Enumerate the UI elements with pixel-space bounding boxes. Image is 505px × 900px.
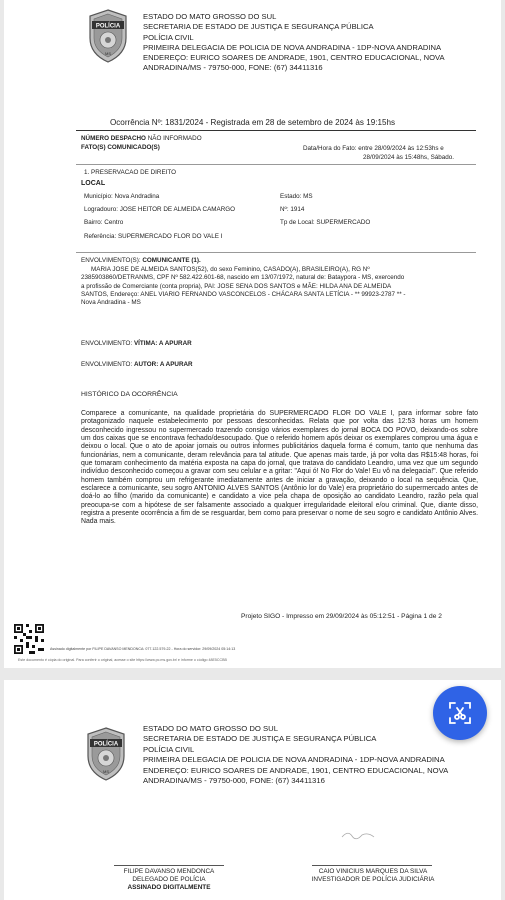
location-logradouro: Logradouro: JOSE HEITOR DE ALMEIDA CAMARGO xyxy=(84,206,236,213)
fact-date-line-2: 28/09/2024 às 15:48hs, Sábado. xyxy=(363,154,455,161)
crop-scissors-icon xyxy=(447,700,473,726)
location-municipio: Município: Nova Andradina xyxy=(84,193,160,200)
svg-text:POLÍCIA: POLÍCIA xyxy=(93,741,119,748)
location-tipo: Tp de Local: SUPERMERCADO xyxy=(280,219,371,226)
signer-role: DELEGADO DE POLÍCIA xyxy=(132,876,206,883)
header-secretariat: SECRETARIA DE ESTADO DE JUSTIÇA E SEGURANÇA PÚBLICA xyxy=(143,734,377,744)
comunicante-line: MARIA JOSE DE ALMEIDA SANTOS(52), do sexo Feminino, CASADO(A), BRASILEIRO(A), RG Nº xyxy=(91,266,370,273)
signer-note: ASSINADO DIGITALMENTE xyxy=(127,884,211,891)
header-state: ESTADO DO MATO GROSSO DO SUL xyxy=(143,12,277,21)
location-bairro: Bairro: Centro xyxy=(84,219,124,226)
header-address-1: ENDEREÇO: EURICO SOARES DE ANDRADE, 1901, CENTRO EDUCACIONAL, NOVA xyxy=(143,53,445,63)
comunicante-line: SANTOS, Endereço: ANEL VIARIO FERNANDO VASCONCELOS - CHÁCARA SANTA LETÍCIA - ** 99923-2787 ** - xyxy=(81,290,406,298)
header-address-2: ANDRADINA/MS - 79750-000, FONE: (67) 34411316 xyxy=(143,63,323,73)
print-footer: Projeto SIGO - Impresso em 29/09/2024 às 05:12:51 - Página 1 de 2 xyxy=(241,613,442,620)
comunicante-details xyxy=(81,266,473,307)
fact-date-line-1: Data/Hora do Fato: entre 28/09/2024 às 12:53hs e xyxy=(303,145,444,152)
header-address-1: ENDEREÇO: EURICO SOARES DE ANDRADE, 1901, CENTRO EDUCACIONAL, NOVA xyxy=(143,765,449,775)
facts-label: FATO(S) COMUNICADO(S) xyxy=(81,144,160,151)
signer-name: CAIO VINICIUS MARQUES DA SILVA xyxy=(318,868,428,875)
comunicante-line: a profissão de Comerciante (conta propria), PAI: JOSE SENA DOS SANTOS e MÃE: HILDA ANA DE ALMEIDA xyxy=(81,282,392,290)
fact-item: 1. PRESERVACAO DE DIREITO xyxy=(84,169,177,176)
divider xyxy=(76,164,476,165)
signature-right xyxy=(294,868,452,884)
history-text: Comparece a comunicante, na qualidade proprietária do SUPERMERCADO FLOR DO VALE I, para informar sobre fato protagonizado naquele estabelecimento por pessoas desconhecidas. Relata que por volta das 12:53 horas um homem desconhecido ingressou no supermercado trazendo consigo vários exemplares do jornal BOCA DO POVO, deixando-os sobre um dos caixas que se encontrava fechado/desocupado. Que o referido homem após deixar os exemplares comprou uma água e deixou o local. Que o ato de apoiar jornais ou outros informes publicitários daquela forma é comum, tanto que nenhuma das funcionárias, nem a comunicante, deram relevância para tal atitude. Que apenas mais tarde, já por volta das R$15:48 horas, foi que tomaram conhecimento da matéria exposta na capa do jornal, que tratava do candidato Leandro, uma vez que um segundo indivíduo desconhecido começou a gravar com seu celular e a gritar: "Aqui ó! No Flor do Vale! Eu vô na delegacia!". Que referido homem também comprou um refrigerante imediatamente antes de iniciar a gravação, deixando o local na sequência. Que, esclarece a comunicante, seu sogro ANTONIO ALVES SANTOS (Antônio lor do Vale) era proprietário do supermercado antes de doá-lo ao filho (marido da comunicante) e candidato a vice pela chapa de oposição ao candidato Leandro, razão pela qual preocupa-se com a hipótese de ser falsamente associado a qualquer irregularidade eleitoral e/ou criminal. Que, diante disso, registra a presente ocorrência a fim de se resguardar, bem como para preservar o nome de seu sogro e candidato Antônio Alves. Nada mais. xyxy=(81,410,478,526)
signature-scribble xyxy=(340,828,380,842)
location-numero: Nº: 1914 xyxy=(280,206,305,213)
header-state: ESTADO DO MATO GROSSO DO SUL xyxy=(143,724,278,733)
crop-scissors-button[interactable] xyxy=(433,686,487,740)
header-delegacy: PRIMEIRA DELEGACIA DE POLICIA DE NOVA ANDRADINA - 1DP-NOVA ANDRADINA xyxy=(143,42,442,52)
signer-name: FILIPE DAVANSO MENDONCA xyxy=(123,868,215,875)
svg-text:MS: MS xyxy=(103,769,109,774)
comunicante-line: 2385903860/DETRANMS, CPF Nº 582.422.601-68, nascido em 13/07/1972, natural de: Bataypora - MS, exercendo xyxy=(81,274,405,282)
header-address-2: ANDRADINA/MS - 79750-000, FONE: (67) 34411316 xyxy=(143,776,325,786)
police-badge-icon xyxy=(84,726,128,782)
document-copy-note: Este documento é cópia do original. Para conferir o original, acesse o site https://www.pc.ms.gov.br/ e informe o código 48E5CCBB xyxy=(18,658,227,662)
header-police: POLÍCIA CIVIL xyxy=(143,32,194,42)
location-referencia: Referência: SUPERMERCADO FLOR DO VALE I xyxy=(84,233,223,240)
digital-signature-note: Assinado digitalmente por FILIPE DAVANSO MENDONCA: 077.122.579-22 - Hora do servidor: 29/09/2024 05:14:13 xyxy=(50,647,236,651)
dispatch-line: NÚMERO DESPACHO NÃO INFORMADO xyxy=(81,135,202,142)
divider xyxy=(76,130,476,131)
header-delegacy: PRIMEIRA DELEGACIA DE POLICIA DE NOVA ANDRADINA - 1DP-NOVA ANDRADINA xyxy=(143,755,445,765)
header-secretariat: SECRETARIA DE ESTADO DE JUSTIÇA E SEGURANÇA PÚBLICA xyxy=(143,22,374,32)
signature-line-right xyxy=(312,865,432,866)
location-estado: Estado: MS xyxy=(280,193,313,200)
vitima-line: ENVOLVIMENTO: VÍTIMA: A APURAR xyxy=(81,340,192,347)
signature-line-left xyxy=(114,865,224,866)
qr-code-icon xyxy=(14,624,44,654)
document-page-1 xyxy=(4,0,501,668)
comunicante-line: Nova Andradina - MS xyxy=(81,299,141,307)
header-police: POLÍCIA CIVIL xyxy=(143,744,195,754)
document-page-2 xyxy=(4,680,501,900)
location-heading: LOCAL xyxy=(81,180,106,187)
police-badge-icon xyxy=(86,8,130,64)
svg-text:MS: MS xyxy=(105,51,111,56)
signer-role: INVESTIGADOR DE POLÍCIA JUDICIÁRIA xyxy=(311,876,435,883)
divider xyxy=(76,252,476,253)
occurrence-title: Ocorrência Nº: 1831/2024 - Registrada em 28 de setembro de 2024 às 19:15hs xyxy=(109,118,396,127)
history-heading: HISTÓRICO DA OCORRÊNCIA xyxy=(81,391,178,398)
comunicante-heading: ENVOLVIMENTO(S): COMUNICANTE (1). xyxy=(81,257,201,264)
signature-left xyxy=(94,868,244,892)
autor-line: ENVOLVIMENTO: AUTOR: A APURAR xyxy=(81,361,193,368)
svg-text:POLÍCIA: POLÍCIA xyxy=(95,23,121,30)
